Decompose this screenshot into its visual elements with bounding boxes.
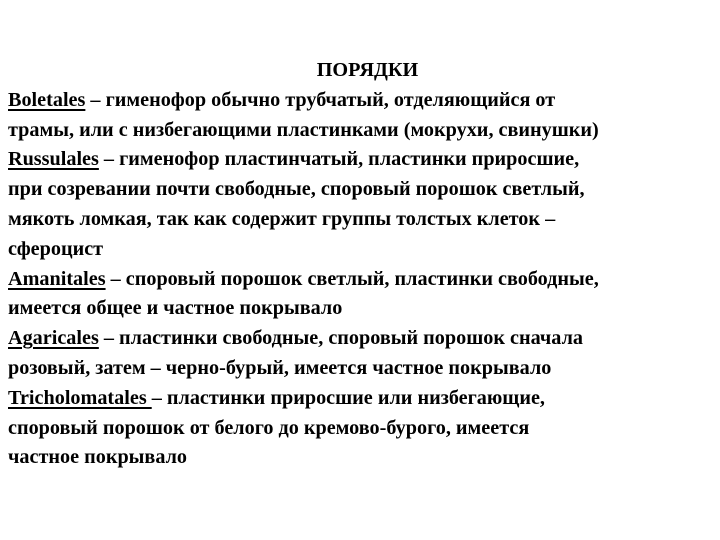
order-line bbox=[8, 384, 713, 414]
order-description-line: сфероцист bbox=[8, 237, 104, 260]
page-title: ПОРЯДКИ bbox=[316, 59, 419, 81]
order-description-line: споровый порошок от белого до кремово-бурого, имеется bbox=[8, 416, 530, 439]
order-description-line: розовый, затем – черно-бурый, имеется частное покрывало bbox=[8, 356, 552, 379]
order-description-line: частное покрывало bbox=[8, 446, 188, 469]
order-entry-agaricales bbox=[8, 324, 713, 384]
order-entry-boletales bbox=[8, 86, 713, 146]
order-description-line: при созревании почти свободные, споровый порошок светлый, bbox=[8, 178, 585, 201]
order-description: – гименофор пластинчатый, пластинки приросшие, bbox=[98, 148, 580, 171]
order-description: – пластинки приросшие или низбегающие, bbox=[151, 386, 545, 409]
order-entry-tricholomatales bbox=[8, 384, 713, 473]
order-line bbox=[8, 86, 713, 116]
order-description-line: имеется общее и частное покрывало bbox=[8, 297, 343, 320]
order-name: Tricholomatales bbox=[8, 386, 152, 409]
order-name: Amanitales bbox=[8, 267, 106, 290]
order-entry-amanitales bbox=[8, 265, 713, 325]
order-description-line: трамы, или с низбегающими пластинками (мокрухи, свинушки) bbox=[8, 118, 599, 141]
order-name: Boletales bbox=[8, 88, 86, 111]
order-line bbox=[8, 145, 713, 175]
order-name: Russulales bbox=[8, 148, 99, 171]
order-entry-russulales bbox=[8, 145, 713, 264]
order-name: Agaricales bbox=[8, 327, 99, 350]
order-description: – гименофор обычно трубчатый, отделяющийся от bbox=[85, 88, 556, 111]
order-description-line: мякоть ломкая, так как содержит группы толстых клеток – bbox=[8, 207, 556, 230]
order-line bbox=[8, 324, 713, 354]
order-description: – пластинки свободные, споровый порошок сначала bbox=[98, 327, 583, 350]
text-block bbox=[8, 56, 713, 473]
order-line bbox=[8, 265, 713, 295]
order-description: – споровый порошок светлый, пластинки свободные, bbox=[105, 267, 599, 290]
